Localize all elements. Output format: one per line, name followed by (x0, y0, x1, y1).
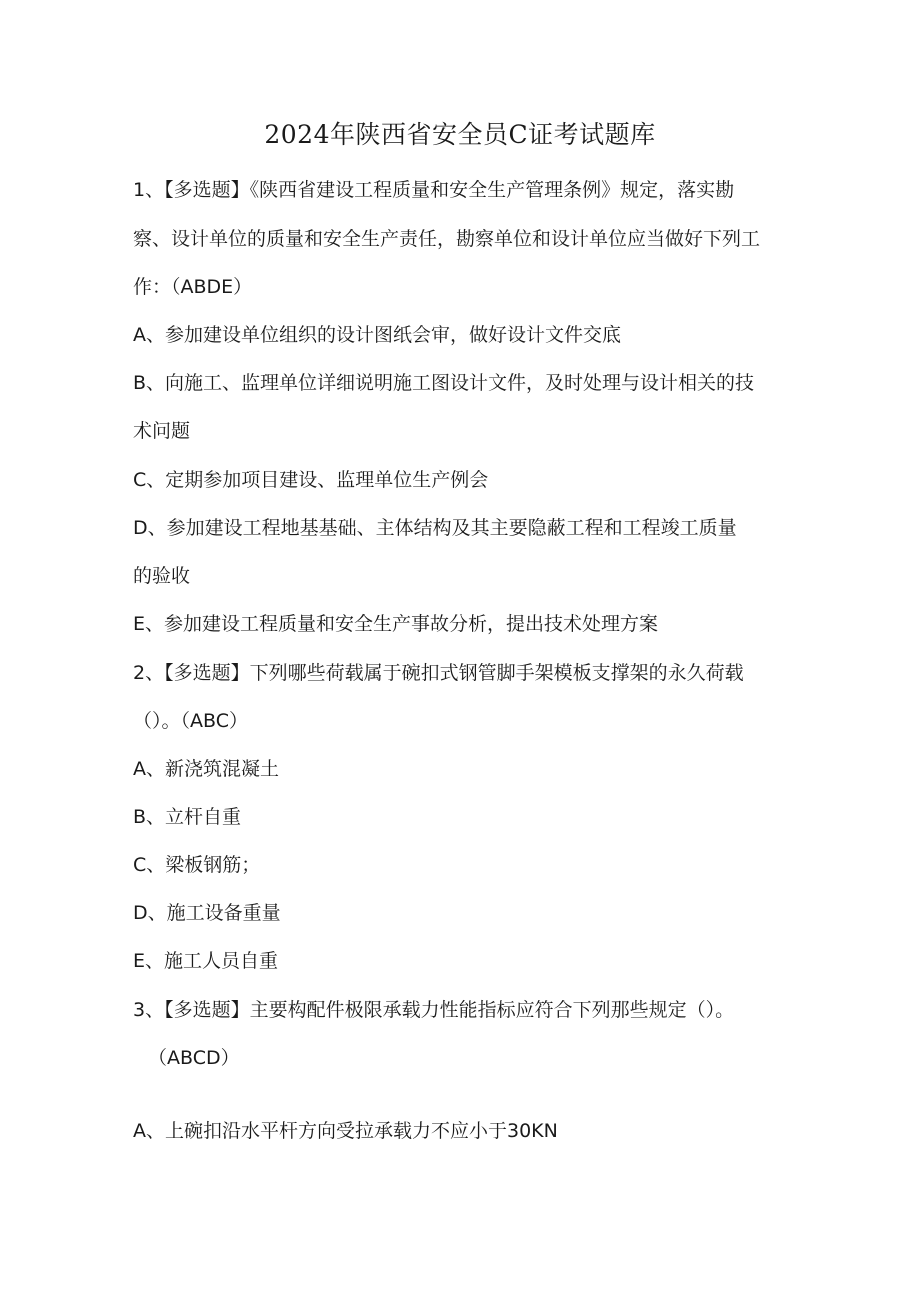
question-2-option-c: C、梁板钢筋； (133, 854, 261, 876)
question-1-option-e: E、参加建设工程质量和安全生产事故分析，提出技术处理方案 (133, 613, 659, 635)
question-1-option-d: D、参加建设工程地基基础、主体结构及其主要隐蔽工程和工程竣工质量 (133, 517, 737, 539)
question-2-stem-line-1: 2、【多选题】下列哪些荷载属于碗扣式钢管脚手架模板支撑架的永久荷载 (133, 662, 744, 684)
question-2-option-e: E、施工人员自重 (133, 950, 279, 972)
question-1-option-a: A、参加建设单位组织的设计图纸会审，做好设计文件交底 (133, 324, 621, 346)
question-2-option-b: B、立杆自重 (133, 806, 242, 828)
question-2-option-d: D、施工设备重量 (133, 902, 281, 924)
question-1-stem-line-3: 作：（ABDE） (133, 276, 253, 298)
question-1-stem-line-2: 察、设计单位的质量和安全生产责任，勘察单位和设计单位应当做好下列工 (133, 228, 761, 250)
question-1-option-d-cont: 的验收 (133, 565, 191, 587)
question-3-stem-line-2: （ABCD） (148, 1047, 240, 1069)
question-1-option-b-cont: 术问题 (133, 420, 191, 442)
document-title: 2024年陕西省安全员C证考试题库 (264, 120, 656, 149)
question-3-option-a: A、上碗扣沿水平杆方向受拉承载力不应小于30KN (133, 1120, 558, 1142)
question-2-option-a: A、新浇筑混凝土 (133, 758, 279, 780)
question-1-option-b: B、向施工、监理单位详细说明施工图设计文件，及时处理与设计相关的技 (133, 372, 755, 394)
question-3-stem-line-1: 3、【多选题】主要构配件极限承载力性能指标应符合下列那些规定（）。 (133, 999, 735, 1021)
question-1-option-c: C、定期参加项目建设、监理单位生产例会 (133, 469, 489, 491)
question-1-stem-line-1: 1、【多选题】《陕西省建设工程质量和安全生产管理条例》规定，落实勘 (133, 179, 735, 201)
question-2-stem-line-2: （）。（ABC） (133, 710, 248, 732)
